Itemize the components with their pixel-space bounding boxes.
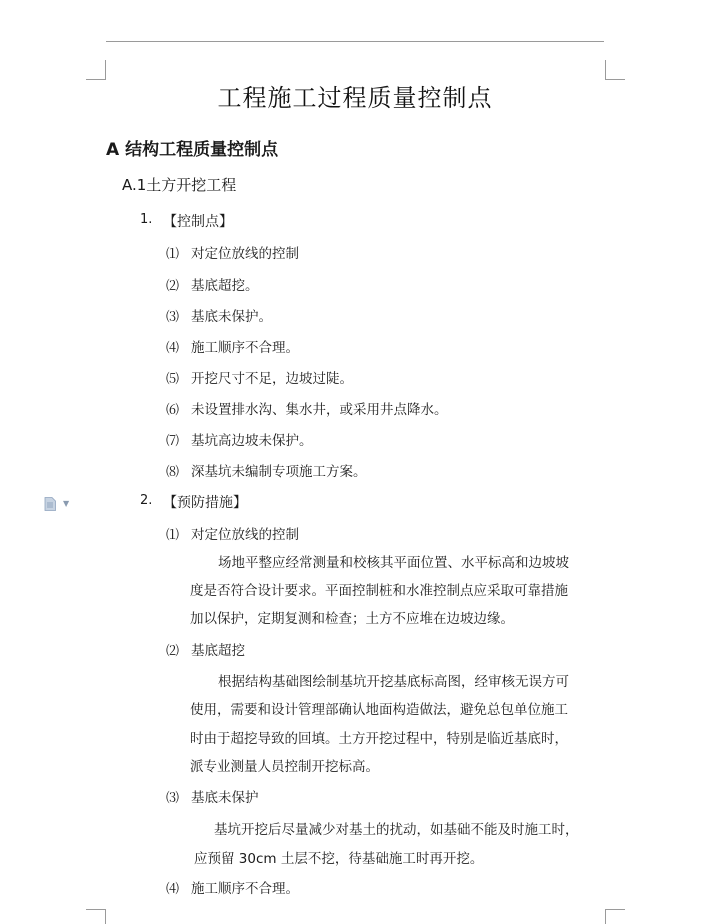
list-number: ⑸ — [166, 372, 180, 387]
header-rule — [106, 41, 604, 42]
paragraph-line: 基坑开挖后尽量减少对基土的扰动，如基础不能及时施工时， — [214, 822, 579, 838]
list-number: ⑹ — [166, 403, 180, 418]
section-heading: 【预防措施】 — [163, 495, 247, 511]
paragraph-line: 应预留 30cm 土层不挖，待基础施工时再开挖。 — [194, 851, 484, 867]
list-number: ⑶ — [166, 310, 180, 325]
list-number: ⑻ — [166, 465, 180, 480]
paragraph-line: 根据结构基础图绘制基坑开挖基底标高图，经审核无误方可 — [218, 674, 569, 690]
list-number: ⑷ — [166, 882, 180, 897]
list-number: ⑺ — [166, 434, 180, 449]
heading-a1: A.1土方开挖工程 — [122, 176, 237, 194]
list-item: 施工顺序不合理。 — [191, 340, 299, 356]
list-item: 施工顺序不合理。 — [191, 881, 299, 897]
list-number: ⑵ — [166, 279, 180, 294]
paragraph-line: 使用，需要和设计管理部确认地面构造做法，避免总包单位施工 — [190, 702, 568, 718]
margin-corner-top-left — [86, 60, 106, 80]
list-item: 基坑高边坡未保护。 — [191, 433, 313, 449]
margin-corner-bottom-right — [605, 909, 625, 924]
list-number: ⑷ — [166, 341, 180, 356]
list-number: ⑵ — [166, 644, 180, 659]
list-item: 基底超挖 — [191, 643, 245, 659]
document-icon[interactable] — [44, 497, 56, 511]
list-item: 对定位放线的控制 — [191, 527, 299, 543]
paragraph-line: 时由于超挖导致的回填。土方开挖过程中，特别是临近基底时， — [190, 731, 568, 747]
section-heading: 【控制点】 — [163, 214, 233, 230]
list-item: 基底未保护。 — [191, 309, 272, 325]
paragraph-line: 派专业测量人员控制开挖标高。 — [190, 759, 379, 775]
paragraph-line: 场地平整应经常测量和校核其平面位置、水平标高和边坡坡 — [218, 555, 569, 571]
heading-a: A 结构工程质量控制点 — [106, 140, 279, 160]
list-number: ⑴ — [166, 247, 180, 262]
list-number: ⑶ — [166, 791, 180, 806]
list-item: 开挖尺寸不足，边坡过陡。 — [191, 371, 353, 387]
document-title: 工程施工过程质量控制点 — [217, 84, 493, 112]
list-item: 未设置排水沟、集水井，或采用井点降水。 — [191, 402, 448, 418]
list-item: 深基坑未编制专项施工方案。 — [191, 464, 367, 480]
section-number: 1. — [140, 212, 153, 227]
list-item: 基底未保护 — [191, 790, 259, 806]
list-number: ⑴ — [166, 528, 180, 543]
list-item: 基底超挖。 — [191, 278, 259, 294]
chevron-down-icon[interactable]: ▼ — [63, 499, 70, 508]
section-number: 2. — [140, 493, 153, 508]
paragraph-line: 度是否符合设计要求。平面控制桩和水准控制点应采取可靠措施 — [190, 583, 568, 599]
margin-corner-top-right — [605, 60, 625, 80]
margin-corner-bottom-left — [86, 909, 106, 924]
list-item: 对定位放线的控制 — [191, 246, 299, 262]
paragraph-line: 加以保护，定期复测和检查；土方不应堆在边坡边缘。 — [190, 611, 514, 627]
